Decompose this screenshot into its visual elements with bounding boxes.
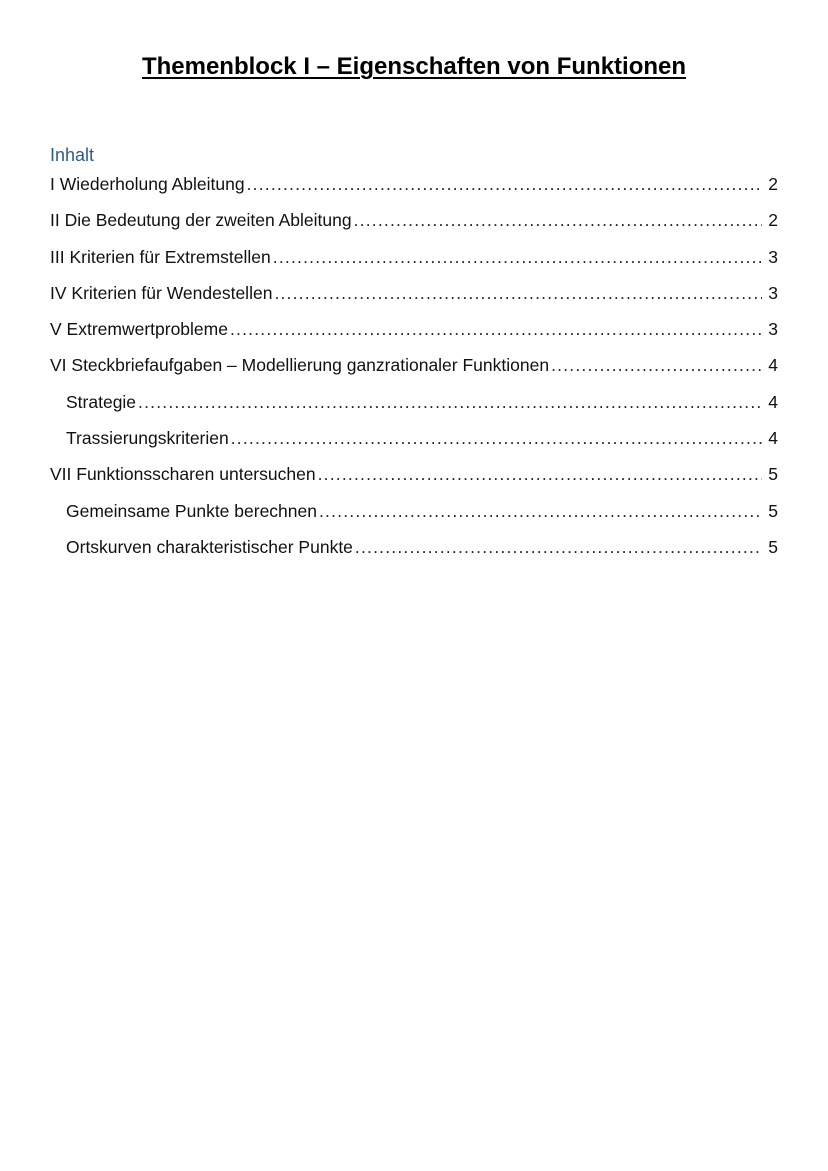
toc-entry-text: VII Funktionsscharen untersuchen — [50, 464, 316, 485]
toc-dot-leader — [318, 462, 762, 486]
toc-subentry[interactable] — [50, 535, 778, 571]
toc-entry-text: Ortskurven charakteristischer Punkte — [66, 536, 353, 557]
toc-page-number: 5 — [768, 536, 778, 557]
toc-dot-leader — [273, 245, 762, 269]
toc-dot-leader — [247, 172, 762, 196]
toc-entry-text: Strategie — [66, 391, 137, 412]
toc-entry-text: IV Kriterien für Wendestellen — [50, 282, 273, 303]
toc-entry-text: VI Steckbriefaufgaben – Modellierung ganzrationaler Funktionen — [50, 355, 550, 376]
toc-page-number: 3 — [768, 319, 778, 340]
toc-entry[interactable] — [50, 172, 778, 208]
toc-subentry[interactable] — [50, 426, 778, 462]
toc-dot-leader — [274, 281, 762, 305]
toc-dot-leader — [138, 390, 762, 414]
toc-subentry[interactable] — [50, 390, 778, 426]
toc-dot-leader — [355, 535, 762, 559]
toc-entry[interactable] — [50, 353, 778, 389]
toc-subentry[interactable] — [50, 499, 778, 535]
document-title — [0, 52, 828, 82]
toc-entry[interactable] — [50, 208, 778, 244]
toc-page-number: 5 — [768, 500, 778, 521]
toc-entry-text: Trassierungskriterien — [66, 428, 229, 449]
toc-page-number: 3 — [768, 282, 778, 303]
toc-entry[interactable] — [50, 317, 778, 353]
toc-entry[interactable] — [50, 281, 778, 317]
toc-page-number: 4 — [768, 355, 778, 376]
toc-heading: Inhalt — [50, 145, 95, 165]
toc-entry-text: Gemeinsame Punkte berechnen — [66, 500, 317, 521]
toc-dot-leader — [551, 353, 762, 377]
toc-page-number: 2 — [768, 174, 778, 194]
toc-entry-text: II Die Bedeutung der zweiten Ableitung — [50, 210, 352, 231]
toc-page-number: 3 — [768, 246, 778, 267]
toc-dot-leader — [230, 317, 762, 341]
toc-page-number: 4 — [768, 428, 778, 449]
toc-dot-leader — [354, 208, 762, 232]
toc-dot-leader — [231, 426, 762, 450]
toc-entry[interactable] — [50, 245, 778, 281]
toc-entry-text: III Kriterien für Extremstellen — [50, 246, 271, 267]
toc-page-number: 4 — [768, 391, 778, 412]
document-title-text: Themenblock I – Eigenschaften von Funktionen — [141, 53, 687, 80]
toc-entry[interactable] — [50, 462, 778, 498]
toc-page-number: 2 — [768, 210, 778, 231]
table-of-contents — [50, 172, 778, 571]
toc-page-number: 5 — [768, 464, 778, 485]
toc-dot-leader — [319, 499, 762, 523]
toc-entry-text: I Wiederholung Ableitung — [50, 174, 245, 194]
toc-entry-text: V Extremwertprobleme — [50, 319, 228, 340]
